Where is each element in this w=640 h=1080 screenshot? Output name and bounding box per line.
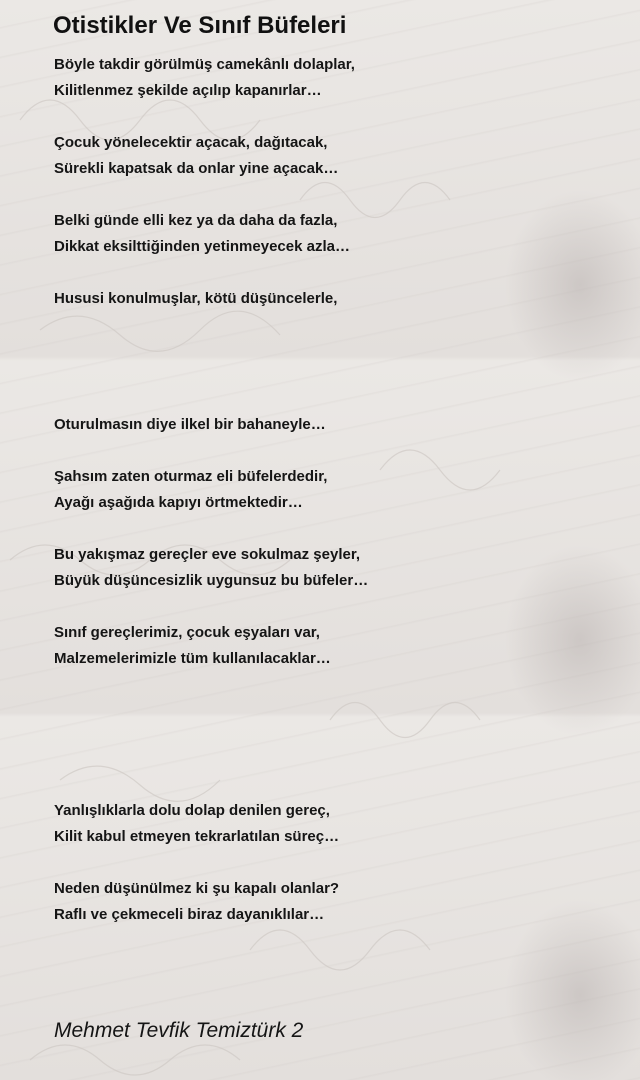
poem-line: Ayağı aşağıda kapıyı örtmektedir… xyxy=(54,494,303,511)
stanza xyxy=(54,208,350,260)
stanza xyxy=(54,52,355,104)
poem-line: Büyük düşüncesizlik uygunsuz bu büfeler… xyxy=(54,572,369,589)
poem-line: Neden düşünülmez ki şu kapalı olanlar? xyxy=(54,880,340,897)
poem-line: Kilitlenmez şekilde açılıp kapanırlar… xyxy=(54,82,322,99)
stanza xyxy=(54,130,338,182)
stanza xyxy=(54,798,339,850)
stanza xyxy=(54,464,327,516)
poem-line: Dikkat eksilttiğinden yetinmeyecek azla… xyxy=(54,238,350,255)
poem-line: Hususi konulmuşlar, kötü düşüncelerle, xyxy=(54,290,338,307)
poem-line: Sınıf gereçlerimiz, çocuk eşyaları var, xyxy=(54,624,320,641)
stanza xyxy=(54,542,368,594)
poem-line: Bu yakışmaz gereçler eve sokulmaz şeyler, xyxy=(54,546,361,563)
poem-line: Sürekli kapatsak da onlar yine açacak… xyxy=(54,160,339,177)
poem-line: Malzemelerimizle tüm kullanılacaklar… xyxy=(54,650,331,667)
poem-line: Belki günde elli kez ya da daha da fazla, xyxy=(54,212,338,229)
poem-line: Raflı ve çekmeceli biraz dayanıklılar… xyxy=(54,906,325,923)
poem-author: Mehmet Tevfik Temiztürk 2 xyxy=(54,1019,304,1042)
stanza xyxy=(54,620,331,672)
poem-line: Kilit kabul etmeyen tekrarlatılan süreç… xyxy=(54,828,340,845)
poem-line: Böyle takdir görülmüş camekânlı dolaplar, xyxy=(54,56,355,73)
poem-line: Yanlışlıklarla dolu dolap denilen gereç, xyxy=(54,802,330,819)
stanza xyxy=(54,286,337,312)
poem-line: Şahsım zaten oturmaz eli büfelerdedir, xyxy=(54,468,328,485)
poem-line: Çocuk yönelecektir açacak, dağıtacak, xyxy=(54,134,328,151)
stanza xyxy=(54,876,339,928)
poem-line: Oturulmasın diye ilkel bir bahaneyle… xyxy=(54,416,326,433)
poem-title: Otistikler Ve Sınıf Büfeleri xyxy=(53,12,347,39)
stanza xyxy=(54,412,326,438)
